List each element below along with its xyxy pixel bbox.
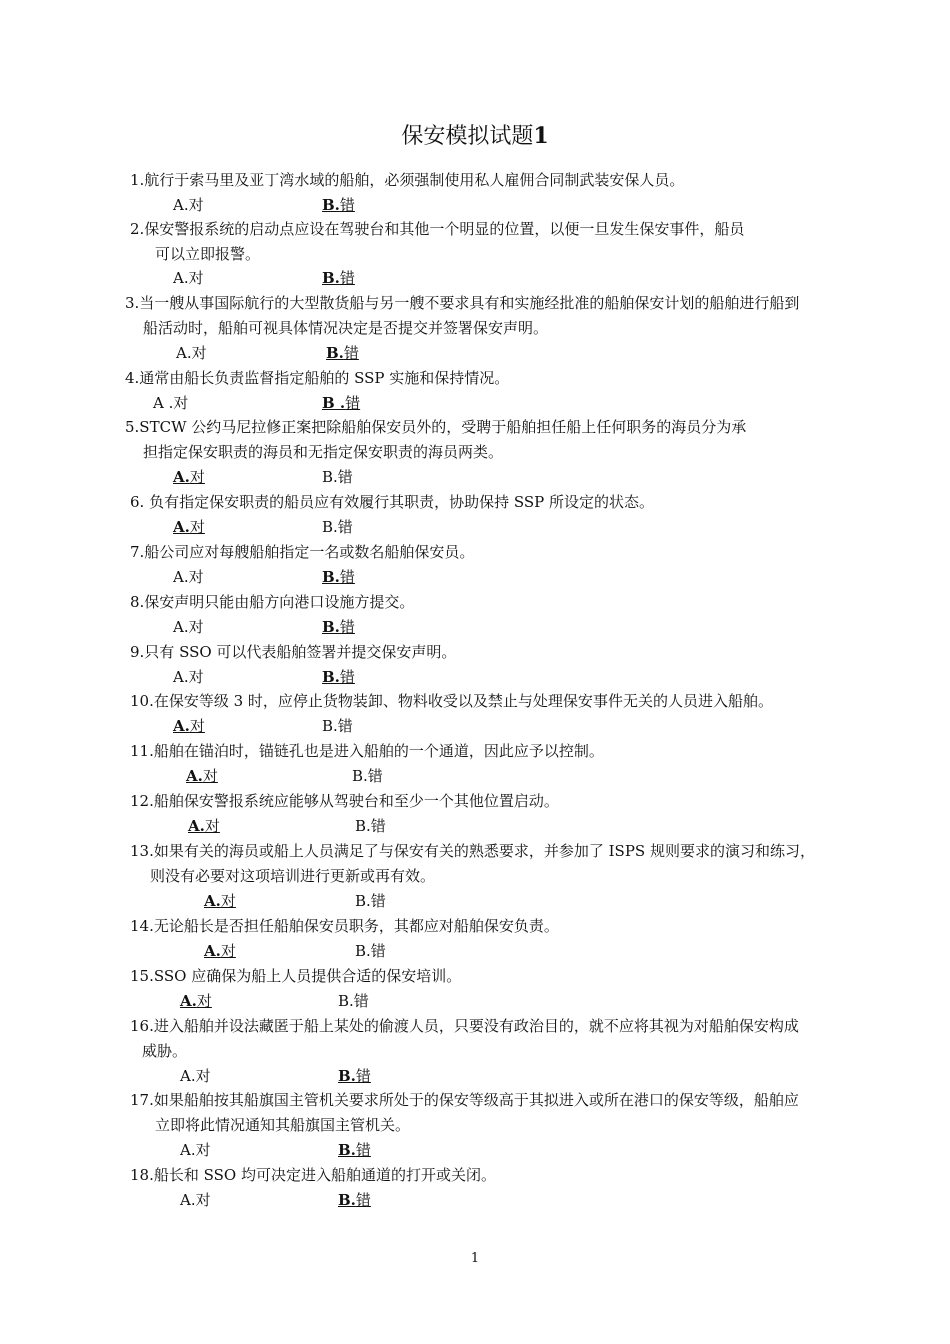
question-text: 14.无论船长是否担任船舶保安员职务，其都应对船舶保安负责。: [130, 917, 559, 935]
option-letter: A.: [173, 468, 190, 486]
option-letter: B.: [322, 518, 338, 536]
option-text: 错: [339, 668, 355, 686]
option-b: [338, 1066, 371, 1086]
option-text: 对: [188, 568, 204, 586]
option-letter: B.: [355, 892, 371, 910]
question-text-continued: 可以立即报警。: [155, 245, 261, 263]
option-letter: A.: [204, 892, 221, 910]
option-letter: B.: [352, 767, 368, 785]
option-b: [322, 667, 355, 687]
option-text: 对: [188, 668, 204, 686]
question-text: 15.SSO 应确保为船上人员提供合适的保安培训。: [130, 967, 462, 985]
option-a: [173, 268, 204, 288]
option-a: [173, 567, 204, 587]
option-text: 错: [337, 518, 353, 536]
option-a: [173, 617, 204, 637]
option-letter: A.: [173, 618, 189, 636]
option-a: [173, 667, 204, 687]
question-text: 10.在保安等级 3 时，应停止货物装卸、物料收受以及禁止与处理保安事件无关的人员进入船舶。: [130, 692, 773, 710]
option-letter: A.: [173, 196, 189, 214]
option-b: [355, 941, 386, 961]
option-text: 对: [202, 767, 218, 785]
question-text: 12.船舶保安警报系统应能够从驾驶台和至少一个其他位置启动。: [130, 792, 559, 810]
option-letter: A.: [180, 1067, 196, 1085]
option-a: [188, 816, 220, 836]
option-b: [322, 567, 355, 587]
option-letter: B.: [322, 717, 338, 735]
option-letter: B.: [355, 942, 371, 960]
option-text: 错: [370, 942, 386, 960]
option-text: 对: [220, 942, 236, 960]
option-a: [180, 991, 212, 1011]
option-letter: A.: [173, 269, 189, 287]
option-text: 错: [339, 568, 355, 586]
option-b: [355, 816, 386, 836]
option-text: 对: [195, 1191, 211, 1209]
option-text: 错: [343, 344, 359, 362]
question-text-continued: 威胁。: [142, 1042, 188, 1060]
option-a: [186, 766, 218, 786]
question-text-continued: 担指定保安职责的海员和无指定保安职责的海员两类。: [143, 443, 504, 461]
option-letter: B.: [322, 618, 340, 636]
question-text: 7.船公司应对每艘船舶指定一名或数名船舶保安员。: [130, 543, 475, 561]
option-a: [173, 517, 205, 537]
option-b: [326, 343, 359, 363]
option-a: [180, 1140, 211, 1160]
option-letter: B .: [322, 394, 346, 412]
option-text: 错: [355, 1141, 371, 1159]
option-letter: A.: [186, 767, 203, 785]
option-a: [173, 467, 205, 487]
question-text: 9.只有 SSO 可以代表船舶签署并提交保安声明。: [130, 643, 457, 661]
option-text: 错: [339, 196, 355, 214]
option-text: 错: [355, 1191, 371, 1209]
option-text: 错: [339, 618, 355, 636]
option-text: 对: [196, 992, 212, 1010]
option-b: [322, 517, 353, 537]
option-a: [153, 393, 188, 413]
option-text: 对: [195, 1141, 211, 1159]
option-letter: B.: [322, 668, 340, 686]
option-letter: B.: [338, 1067, 356, 1085]
option-letter: B.: [322, 269, 340, 287]
option-letter: B.: [322, 468, 338, 486]
option-text: 对: [189, 518, 205, 536]
option-b: [322, 393, 360, 413]
option-letter: A.: [173, 668, 189, 686]
option-a: [173, 716, 205, 736]
option-b: [322, 467, 353, 487]
option-letter: B.: [355, 817, 371, 835]
question-text: 2.保安警报系统的启动点应设在驾驶台和其他一个明显的位置，以便一旦发生保安事件，船员: [130, 220, 745, 238]
option-a: [173, 195, 204, 215]
option-text: 错: [337, 468, 353, 486]
option-letter: A.: [173, 717, 190, 735]
option-text: 对: [220, 892, 236, 910]
option-letter: B.: [338, 992, 354, 1010]
option-a: [204, 891, 236, 911]
option-letter: A .: [153, 394, 174, 412]
option-b: [338, 1190, 371, 1210]
option-text: 对: [204, 817, 220, 835]
option-text: 错: [355, 1067, 371, 1085]
option-letter: A.: [180, 1191, 196, 1209]
option-a: [180, 1190, 211, 1210]
option-text: 错: [345, 394, 361, 412]
option-letter: B.: [326, 344, 344, 362]
question-text: 8.保安声明只能由船方向港口设施方提交。: [130, 593, 415, 611]
question-text-continued: 立即将此情况通知其船旗国主管机关。: [155, 1116, 411, 1134]
option-text: 对: [188, 269, 204, 287]
question-text: 5.STCW 公约马尼拉修正案把除船舶保安员外的，受聘于船舶担任船上任何职务的海员分为承: [125, 418, 747, 436]
title-text: 保安模拟试题: [401, 124, 534, 149]
option-text: 对: [189, 468, 205, 486]
question-text: 1.航行于索马里及亚丁湾水域的船舶，必须强制使用私人雇佣合同制武装安保人员。: [130, 171, 685, 189]
option-letter: A.: [176, 344, 192, 362]
option-text: 对: [173, 394, 189, 412]
option-text: 错: [339, 269, 355, 287]
option-text: 错: [370, 817, 386, 835]
question-text: 6. 负有指定保安职责的船员应有效履行其职责，协助保持 SSP 所设定的状态。: [130, 493, 654, 511]
option-b: [338, 1140, 371, 1160]
option-letter: B.: [322, 568, 340, 586]
option-text: 对: [195, 1067, 211, 1085]
option-text: 错: [370, 892, 386, 910]
option-letter: B.: [322, 196, 340, 214]
question-text: 18.船长和 SSO 均可决定进入船舶通道的打开或关闭。: [130, 1166, 496, 1184]
option-letter: B.: [338, 1191, 356, 1209]
option-letter: A.: [173, 568, 189, 586]
question-text: 16.进入船舶并设法藏匿于船上某处的偷渡人员，只要没有政治目的，就不应将其视为对船舶保安构成: [130, 1017, 799, 1035]
option-text: 错: [353, 992, 369, 1010]
option-text: 对: [191, 344, 207, 362]
option-b: [338, 991, 369, 1011]
option-letter: A.: [204, 942, 221, 960]
option-text: 对: [188, 196, 204, 214]
option-b: [322, 617, 355, 637]
option-letter: A.: [188, 817, 205, 835]
option-text: 错: [337, 717, 353, 735]
option-b: [322, 716, 353, 736]
option-b: [352, 766, 383, 786]
option-letter: A.: [180, 1141, 196, 1159]
page-number: 1: [470, 1251, 480, 1266]
option-b: [322, 195, 355, 215]
option-a: [176, 343, 207, 363]
question-text-continued: 船活动时，船舶可视具体情况决定是否提交并签署保安声明。: [143, 319, 549, 337]
question-text: 17.如果船舶按其船旗国主管机关要求所处于的保安等级高于其拟进入或所在港口的保安等级，船舶应: [130, 1091, 799, 1109]
title-number: 1: [533, 123, 549, 149]
option-letter: A.: [173, 518, 190, 536]
option-letter: A.: [180, 992, 197, 1010]
question-text: 3.当一艘从事国际航行的大型散货船与另一艘不要求具有和实施经批准的船舶保安计划的船舶进行船到: [125, 294, 800, 312]
option-a: [180, 1066, 211, 1086]
option-text: 对: [188, 618, 204, 636]
question-text: 11.船舶在锚泊时，锚链孔也是进入船舶的一个通道，因此应予以控制。: [130, 742, 604, 760]
option-b: [322, 268, 355, 288]
option-a: [204, 941, 236, 961]
question-text-continued: 则没有必要对这项培训进行更新或再有效。: [150, 867, 436, 885]
option-text: 错: [367, 767, 383, 785]
question-text: 4.通常由船长负责监督指定船舶的 SSP 实施和保持情况。: [125, 369, 510, 387]
option-b: [355, 891, 386, 911]
question-text: 13.如果有关的海员或船上人员满足了与保安有关的熟悉要求，并参加了 ISPS 规则要求的演习和练习，: [130, 842, 815, 860]
option-text: 对: [189, 717, 205, 735]
option-letter: B.: [338, 1141, 356, 1159]
